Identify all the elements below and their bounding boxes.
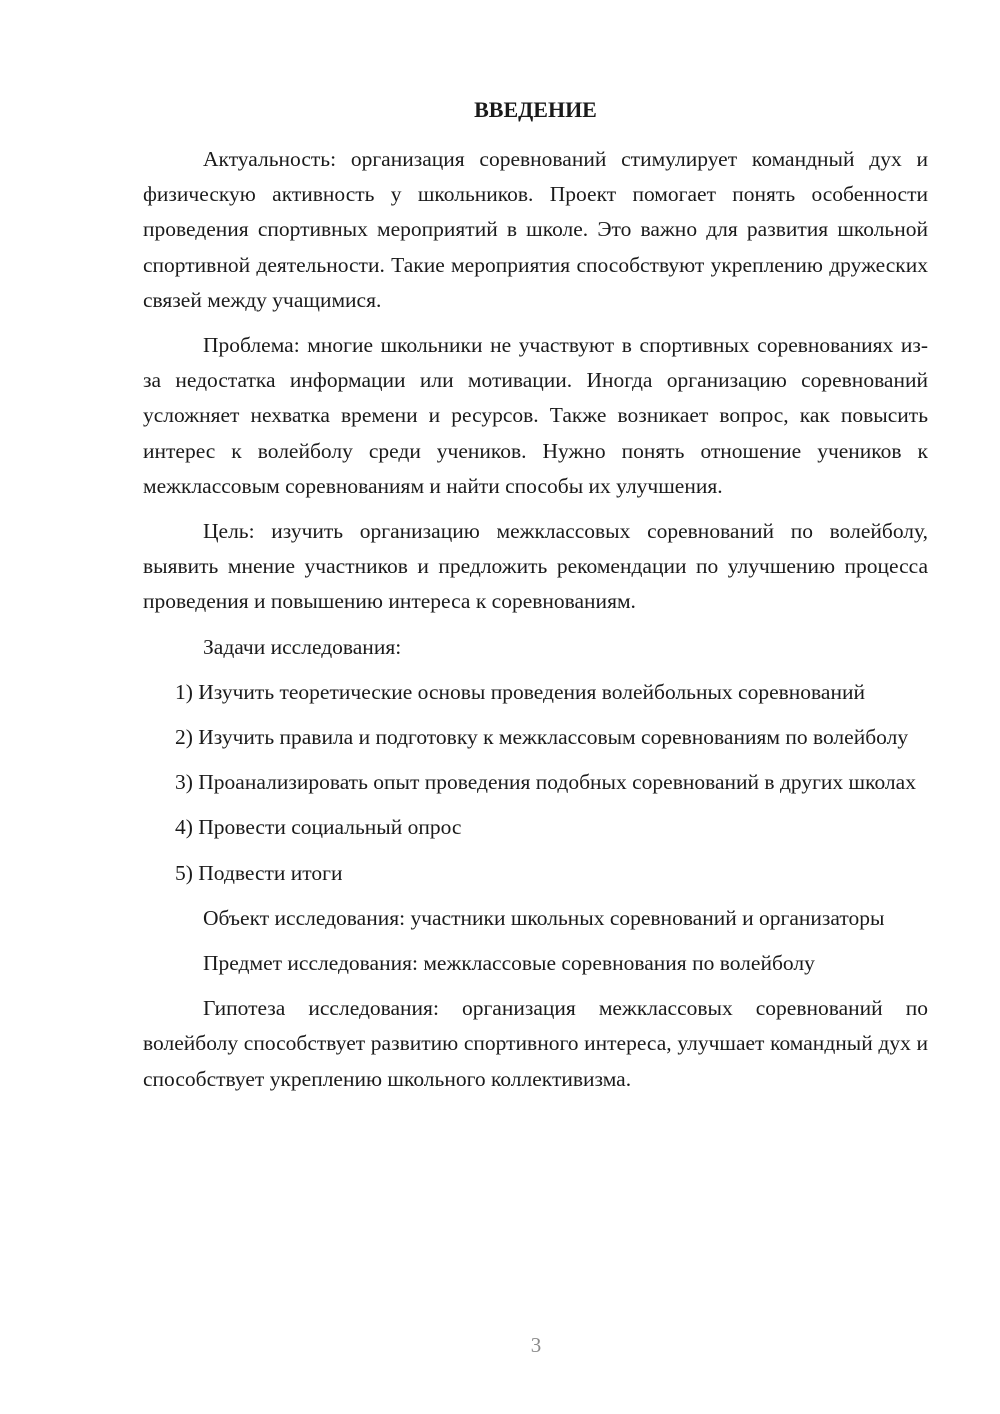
page-number: 3 [530, 1333, 542, 1357]
task-item-1: 1) Изучить теоретические основы проведения волейбольных соревнований [175, 679, 865, 704]
paragraph-subject: Предмет исследования: межклассовые соревнования по волейболу [203, 951, 815, 976]
task-item-2: 2) Изучить правила и подготовку к межклассовым соревнованиям по волейболу [175, 725, 909, 750]
paragraph-problem: Проблема: многие школьники не участвуют в спортивных соревнованиях из-за недостатка информации или мотивации. Иногда организацию соревнований усложняет нехватка времени и ресурсов. Также возникает вопрос, как повысить интерес к волейболу среди учеников. Нужно понять отношение учеников к межклассовым соревнованиям и найти способы их улучшения. [143, 333, 928, 498]
document-page [143, 92, 928, 1107]
paragraph-goal: Цель: изучить организацию межклассовых соревнований по волейболу, выявить мнение участников и предложить рекомендации по улучшению процесса проведения и повышению интереса к соревнованиям. [143, 519, 928, 614]
task-item-4: 4) Провести социальный опрос [175, 815, 462, 840]
task-item-3: 3) Проанализировать опыт проведения подобных соревнований в других школах [175, 770, 916, 795]
paragraph-hypothesis: Гипотеза исследования: организация межклассовых соревнований по волейболу способствует развитию спортивного интереса, улучшает командный дух и способствует укреплению школьного коллективизма. [143, 996, 928, 1091]
document-title: ВВЕДЕНИЕ [474, 97, 597, 122]
paragraph-relevance: Актуальность: организация соревнований стимулирует командный дух и физическую активность у школьников. Проект помогает понять особенности проведения спортивных мероприятий в школе. Это важно для развития школьной спортивной деятельности. Такие мероприятия способствуют укреплению дружеских связей между учащимися. [143, 147, 928, 312]
paragraph-tasks-heading: Задачи исследования: [203, 634, 402, 659]
task-item-5: 5) Подвести итоги [175, 860, 343, 885]
paragraph-object: Объект исследования: участники школьных соревнований и организаторы [203, 905, 885, 930]
